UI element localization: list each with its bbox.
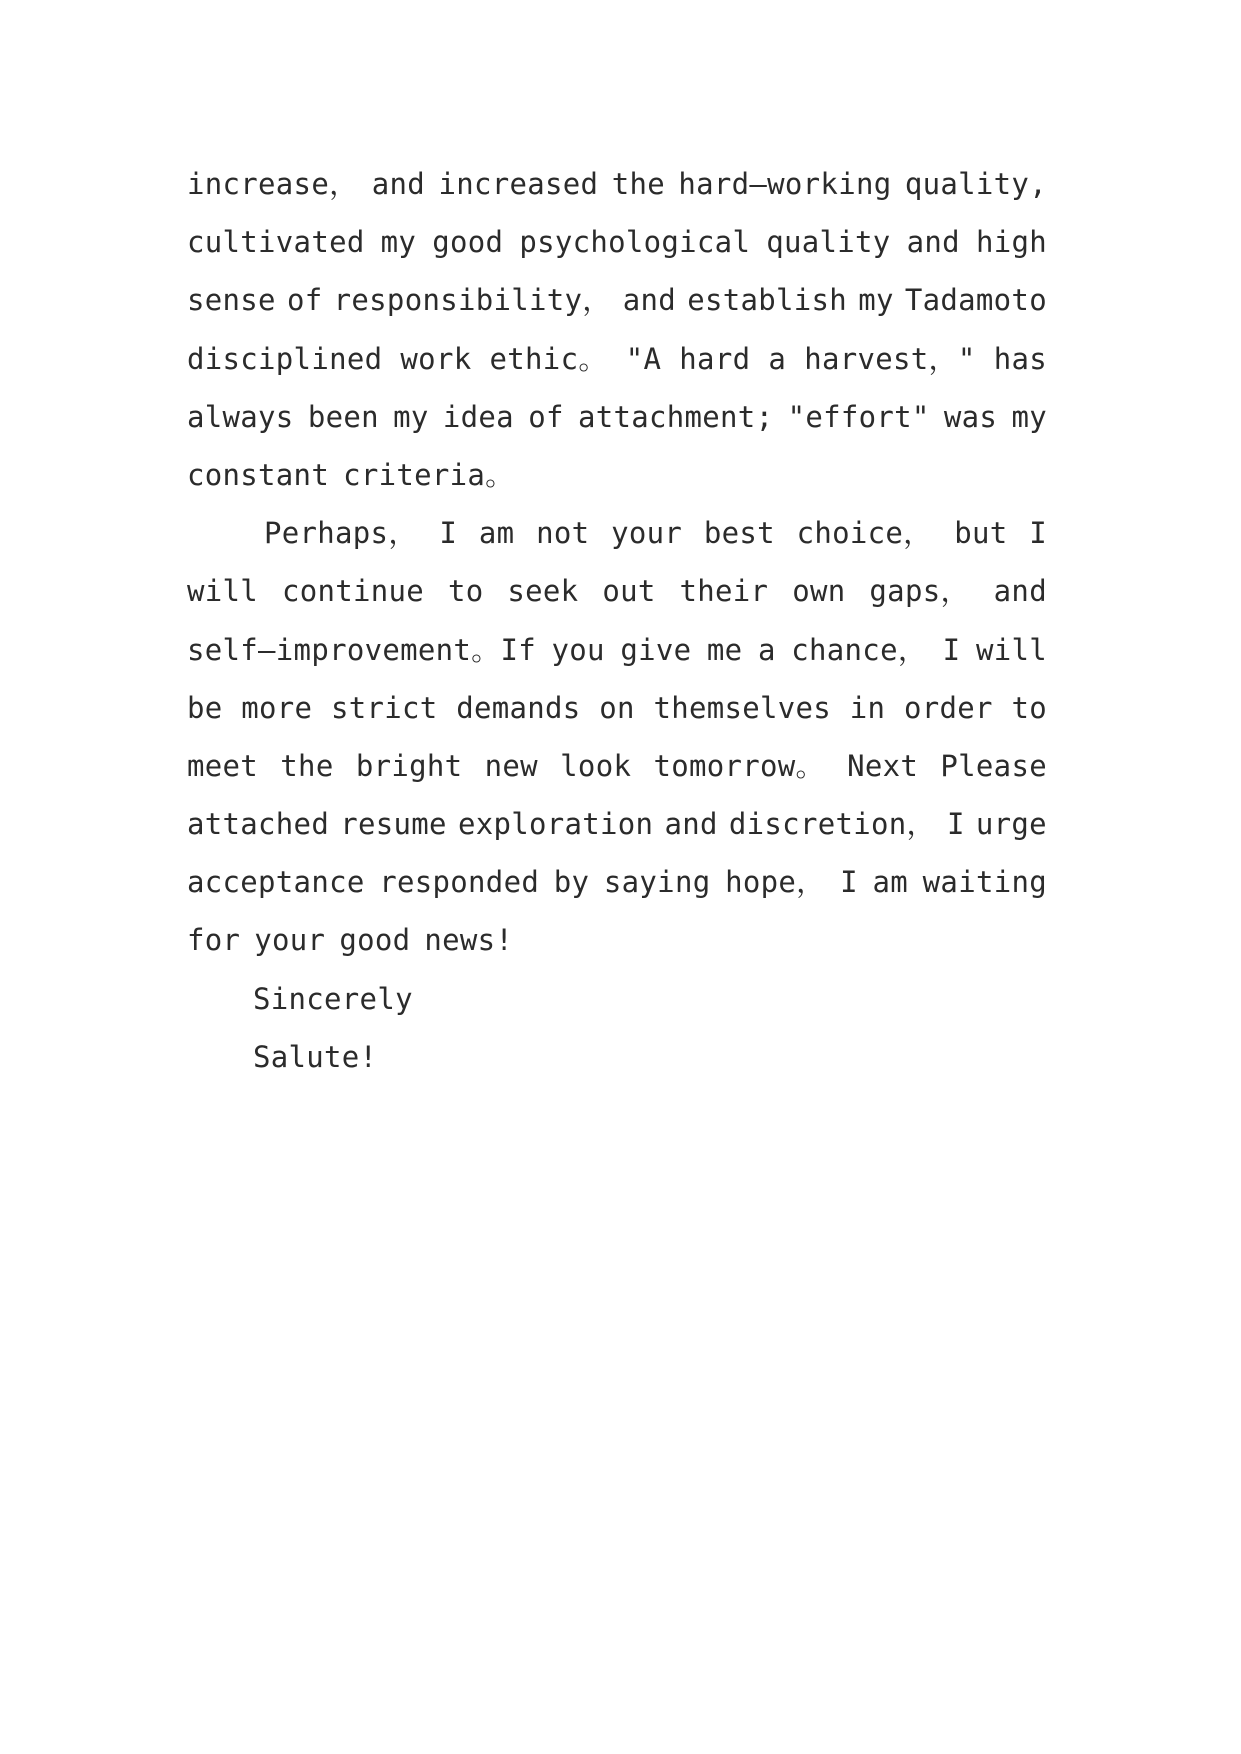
word: my (380, 225, 417, 260)
word: disciplined (187, 341, 383, 376)
word: Tadamoto (904, 283, 1047, 318)
word: I (946, 807, 965, 842)
word: the (280, 748, 334, 783)
word: has (993, 341, 1047, 376)
word: exploration (457, 807, 654, 842)
word: idea (442, 399, 514, 434)
word: attached (187, 807, 330, 842)
word: Perhaps， (264, 516, 418, 551)
word: will (187, 574, 259, 609)
word: constant (187, 457, 330, 492)
word: your (611, 516, 683, 551)
word: will (975, 632, 1047, 667)
word: gaps， (869, 574, 970, 609)
word: own (792, 574, 846, 609)
word: a (757, 632, 776, 667)
text-line (187, 804, 1047, 862)
closing-sincerely: Sincerely (253, 981, 413, 1016)
text-line (187, 920, 1047, 978)
word: sense (187, 283, 276, 318)
word: not (536, 516, 590, 551)
word: and (906, 225, 960, 260)
text-line (187, 513, 1047, 571)
closing-salute: Salute! (253, 1039, 378, 1074)
letter-body (187, 164, 1047, 1095)
word: and (993, 574, 1047, 609)
word: me (706, 632, 743, 667)
word: quality, (904, 167, 1047, 201)
word: chance， (791, 632, 928, 667)
word: choice， (796, 516, 933, 551)
word: waiting (922, 865, 1047, 900)
paragraph-2 (187, 513, 1047, 979)
text-line (187, 688, 1047, 746)
text-line (187, 280, 1047, 338)
word: Please (940, 748, 1047, 783)
word: my (858, 283, 894, 318)
text-line (187, 571, 1047, 629)
word: been (307, 399, 379, 434)
text-line (187, 630, 1047, 688)
word: a (768, 341, 787, 376)
text-line (187, 339, 1047, 397)
word: you (551, 632, 605, 667)
word: continue (281, 574, 425, 609)
word: seek (507, 574, 579, 609)
word: self—improvement。If (187, 632, 536, 667)
word: give (620, 632, 692, 667)
word: meet (187, 748, 259, 783)
word: be (187, 690, 223, 725)
word: resume (340, 807, 447, 842)
word: bright (355, 748, 463, 783)
text-line (187, 397, 1047, 455)
word: look (560, 748, 632, 783)
word: high (975, 225, 1047, 260)
word: new (484, 748, 538, 783)
word: hard (679, 341, 751, 376)
word: urge (975, 807, 1047, 842)
word: tomorrow。 (653, 748, 825, 783)
word: to (447, 574, 484, 609)
word: I (1029, 516, 1047, 551)
word: news! (424, 923, 514, 958)
word: cultivated (187, 225, 365, 260)
word: more (241, 690, 313, 725)
text-line (187, 862, 1047, 920)
text-line (187, 746, 1047, 804)
word: I (439, 516, 458, 551)
word: themselves (653, 690, 832, 725)
paragraph-1 (187, 164, 1047, 513)
word: ethic。 (489, 341, 608, 376)
word: criteria。 (343, 457, 515, 492)
word: of (286, 283, 323, 318)
word: best (703, 516, 775, 551)
word: I (840, 865, 858, 900)
word: "A (625, 341, 662, 376)
text-line (187, 222, 1047, 280)
word: discretion， (728, 807, 936, 842)
word: on (599, 690, 635, 725)
word: and (371, 167, 426, 201)
word: order (903, 690, 993, 725)
word: strict (330, 690, 438, 725)
word: increase， (187, 167, 359, 201)
word: of (528, 399, 564, 434)
word: good (432, 225, 504, 260)
word: "effort" (787, 399, 930, 434)
word: always (187, 399, 294, 434)
word: attachment; (577, 399, 774, 434)
word: acceptance (187, 865, 365, 900)
word: in (849, 690, 886, 725)
word: by (553, 865, 590, 900)
word: and (664, 807, 718, 842)
word: was (943, 399, 998, 434)
word: increased (438, 167, 599, 201)
word: am (478, 516, 515, 551)
text-line (187, 455, 1047, 513)
word: for (187, 923, 241, 958)
word: psychological (519, 225, 751, 260)
word: am (872, 865, 909, 900)
word: hard—working (678, 167, 892, 201)
word: their (679, 574, 769, 609)
word: work (400, 341, 472, 376)
word: good (339, 923, 411, 958)
word: saying (603, 865, 711, 900)
word: hope， (725, 865, 826, 900)
word: to (1011, 690, 1047, 725)
word: establish (687, 283, 848, 318)
word: my (393, 399, 429, 434)
word: out (602, 574, 656, 609)
word: and (622, 283, 677, 318)
word: responded (379, 865, 540, 900)
word: my (1011, 399, 1047, 434)
word: quality (766, 225, 891, 260)
word: demands (456, 690, 581, 725)
word: responsibility， (333, 283, 612, 318)
text-line (187, 164, 1047, 222)
word: I (942, 632, 961, 667)
word: your (254, 923, 326, 958)
word: Next (847, 748, 919, 783)
word: harvest，" (804, 341, 976, 376)
word: but (954, 516, 1008, 551)
word: the (611, 167, 665, 201)
